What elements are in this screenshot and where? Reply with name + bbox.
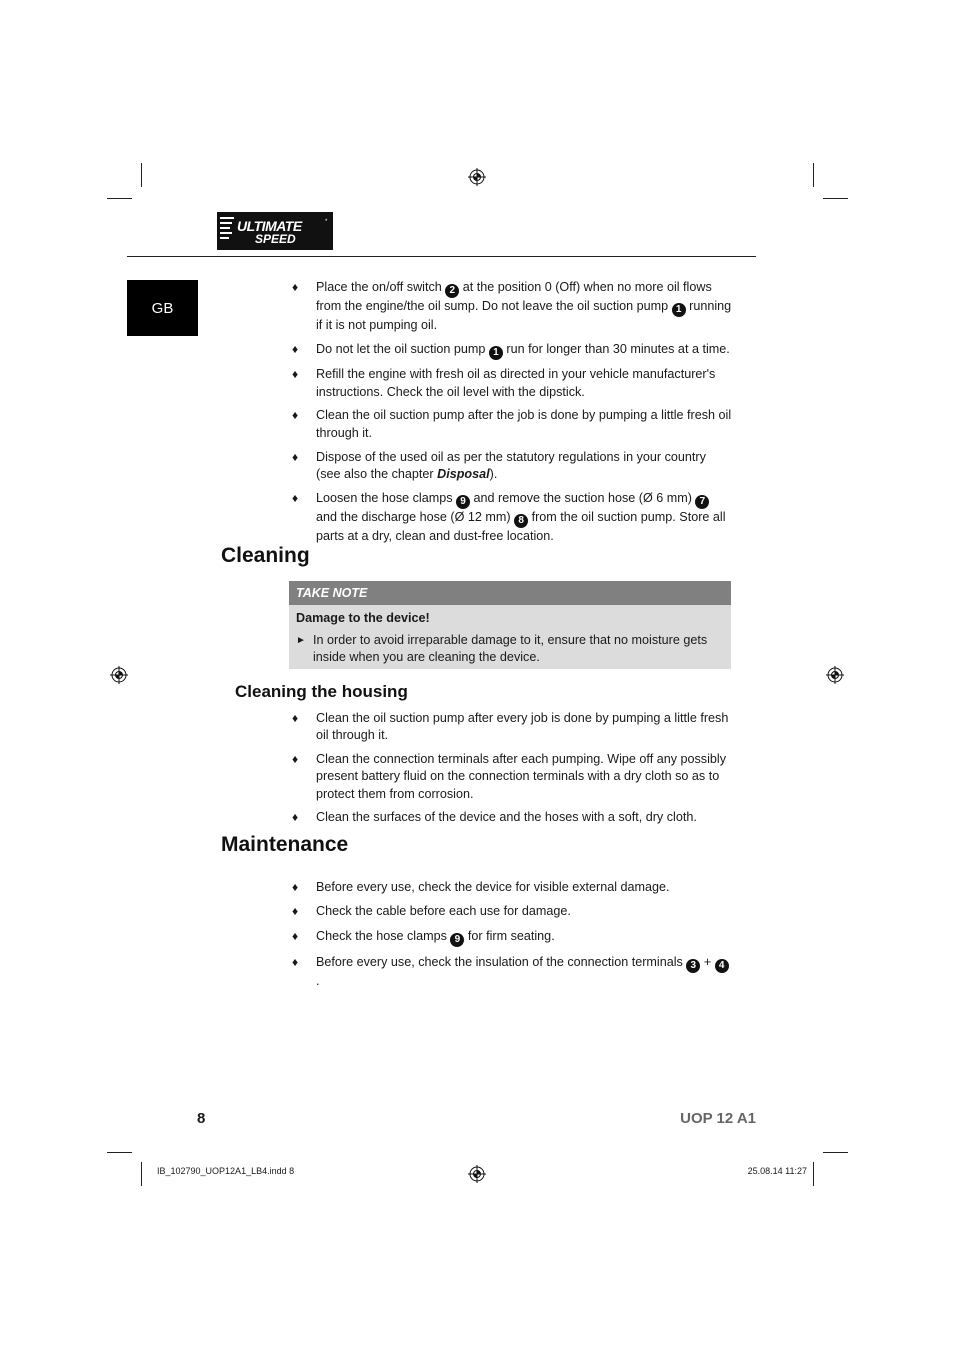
arrow-right-icon: ► bbox=[296, 635, 306, 646]
bullet-diamond-icon: ♦ bbox=[292, 342, 299, 357]
bullet-diamond-icon: ♦ bbox=[292, 450, 299, 465]
list-item bbox=[292, 879, 732, 896]
registration-mark-icon bbox=[826, 666, 844, 684]
item-text: Dispose of the used oil as per the statutory regulations in your country (see also the chapter bbox=[316, 450, 706, 482]
registration-mark-icon bbox=[468, 1165, 486, 1183]
bullet-diamond-icon: ♦ bbox=[292, 810, 299, 825]
bullet-diamond-icon: ♦ bbox=[292, 490, 299, 505]
part-number-badge: 9 bbox=[450, 933, 464, 947]
item-text: and remove the suction hose (Ø 6 mm) bbox=[470, 490, 696, 505]
subsection-heading-housing: Cleaning the housing bbox=[235, 682, 408, 701]
registration-mark-icon bbox=[110, 666, 128, 684]
bullet-diamond-icon: ♦ bbox=[292, 880, 299, 894]
language-tab bbox=[127, 280, 198, 336]
list-item bbox=[292, 751, 732, 803]
list-item bbox=[292, 710, 732, 745]
item-text: Do not let the oil suction pump bbox=[316, 342, 489, 357]
item-text: ). bbox=[489, 467, 498, 482]
crop-mark bbox=[813, 1162, 814, 1186]
item-text: running if it is not pumping oil. bbox=[316, 299, 732, 332]
emphasis-text: Disposal bbox=[437, 467, 490, 482]
crop-mark bbox=[107, 1152, 132, 1153]
list-item bbox=[292, 366, 732, 401]
instruction-list bbox=[292, 279, 732, 545]
note-text: In order to avoid irreparable damage to it, ensure that no moisture gets inside when you are cleaning the device. bbox=[313, 633, 708, 665]
bullet-diamond-icon: ♦ bbox=[292, 904, 299, 919]
item-text: Clean the oil suction pump after the job is done by pumping a little fresh oil through it. bbox=[316, 408, 732, 440]
item-text: . bbox=[316, 973, 320, 988]
item-text: Loosen the hose clamps bbox=[316, 490, 457, 505]
print-slug-date: 25.08.14 11:27 bbox=[747, 1166, 807, 1176]
header-rule bbox=[127, 256, 756, 257]
page-number: 8 bbox=[197, 1110, 206, 1127]
section-heading-maintenance: Maintenance bbox=[221, 833, 349, 856]
crop-mark bbox=[823, 198, 848, 199]
cleaning-list bbox=[292, 710, 732, 826]
bullet-diamond-icon: ♦ bbox=[292, 280, 299, 294]
list-item bbox=[292, 490, 732, 545]
list-item bbox=[292, 341, 732, 360]
item-text: + bbox=[700, 954, 715, 969]
part-number-badge: 9 bbox=[456, 495, 470, 509]
item-text: Before every use, check the insulation of the connection terminals bbox=[316, 954, 687, 969]
item-text: and the discharge hose (Ø 12 mm) bbox=[316, 509, 515, 524]
brand-logo bbox=[217, 212, 333, 250]
item-text: Place the on/off switch bbox=[316, 280, 446, 294]
bullet-diamond-icon: ♦ bbox=[292, 954, 299, 969]
item-text: Clean the oil suction pump after every job is done by pumping a little fresh oil through it. bbox=[316, 711, 729, 743]
crop-mark bbox=[813, 163, 814, 187]
item-text: at the position 0 (Off) when no more oil flows from the engine/the oil sump. Do not leave the oil suction pump bbox=[316, 280, 712, 313]
maintenance-list bbox=[292, 879, 732, 990]
bullet-diamond-icon: ♦ bbox=[292, 367, 299, 382]
part-number-badge: 2 bbox=[445, 284, 459, 298]
list-item bbox=[292, 279, 732, 334]
item-text: Clean the connection terminals after each pumping. Wipe off any possibly present battery fluid on the connection terminals with a dry cloth so as to protect them from corrosion. bbox=[316, 751, 726, 801]
item-text: Check the cable before each use for damage. bbox=[316, 904, 571, 919]
part-number-badge: 1 bbox=[489, 346, 503, 360]
svg-text:*: * bbox=[325, 219, 328, 225]
part-number-badge: 4 bbox=[715, 959, 729, 973]
note-header: TAKE NOTE bbox=[289, 581, 731, 605]
language-label: GB bbox=[151, 299, 174, 317]
item-text: Clean the surfaces of the device and the hoses with a soft, dry cloth. bbox=[316, 810, 697, 825]
item-text: run for longer than 30 minutes at a time. bbox=[502, 342, 730, 357]
list-item bbox=[292, 903, 732, 920]
crop-mark bbox=[141, 1162, 142, 1186]
section-heading-cleaning: Cleaning bbox=[221, 544, 310, 567]
part-number-badge: 1 bbox=[672, 303, 686, 317]
part-number-badge: 3 bbox=[686, 959, 700, 973]
svg-text:ULTIMATE: ULTIMATE bbox=[237, 218, 302, 234]
bullet-diamond-icon: ♦ bbox=[292, 711, 299, 725]
print-slug-file: IB_102790_UOP12A1_LB4.indd 8 bbox=[157, 1166, 295, 1176]
bullet-diamond-icon: ♦ bbox=[292, 751, 299, 766]
bullet-diamond-icon: ♦ bbox=[292, 928, 299, 943]
note-title: Damage to the device! bbox=[296, 611, 430, 625]
list-item bbox=[292, 928, 732, 947]
item-text: Before every use, check the device for visible external damage. bbox=[316, 880, 670, 894]
svg-text:SPEED: SPEED bbox=[255, 232, 296, 246]
crop-mark bbox=[107, 198, 132, 199]
item-text: from the oil suction pump. Store all parts at a dry, clean and dust-free location. bbox=[316, 509, 726, 543]
crop-mark bbox=[823, 1152, 848, 1153]
list-item bbox=[292, 809, 732, 826]
model-number: UOP 12 A1 bbox=[680, 1110, 756, 1127]
registration-mark-icon bbox=[468, 168, 486, 186]
list-item bbox=[292, 449, 732, 484]
bullet-diamond-icon: ♦ bbox=[292, 408, 299, 423]
list-item bbox=[292, 954, 732, 990]
crop-mark bbox=[141, 163, 142, 187]
item-text: for firm seating. bbox=[464, 928, 555, 943]
take-note-box bbox=[289, 581, 731, 669]
part-number-badge: 8 bbox=[514, 514, 528, 528]
item-text: Refill the engine with fresh oil as directed in your vehicle manufacturer's instructions. Check the oil level with the dipstick. bbox=[316, 367, 716, 399]
item-text: Check the hose clamps bbox=[316, 928, 451, 943]
part-number-badge: 7 bbox=[695, 495, 709, 509]
list-item bbox=[292, 407, 732, 442]
